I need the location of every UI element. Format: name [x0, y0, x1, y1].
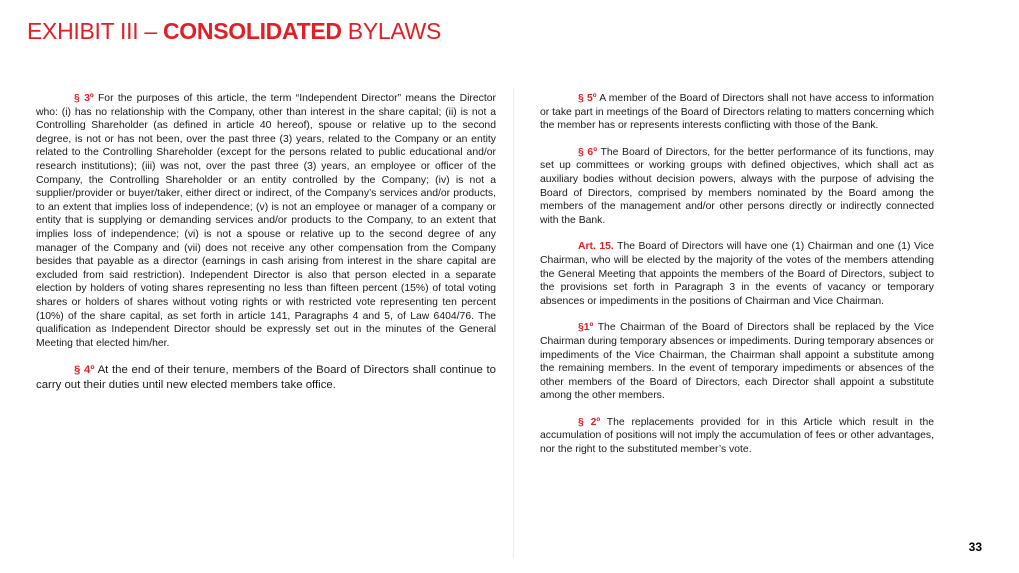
- paragraph-3: [36, 92, 496, 350]
- page-title: [27, 18, 441, 45]
- right-column: [540, 92, 934, 470]
- paragraph-text: At the end of their tenure, members of the Board of Directors shall continue to carry out their duties until new elected members take office.: [36, 364, 496, 392]
- section-marker: § 5º: [578, 93, 597, 104]
- paragraph-1: [540, 321, 934, 403]
- section-marker: § 6º: [578, 146, 598, 158]
- section-marker: § 2º: [578, 416, 601, 428]
- article-marker: Art. 15.: [578, 241, 614, 253]
- paragraph-2: [540, 416, 934, 457]
- paragraph-text: The Board of Directors will have one (1) Chairman and one (1) Vice Chairman, who will be elected by the majority of the votes of the members attending the General Meeting that appoints the members of the Board of Directors, subject to the provisions set forth in Paragraph 3 in the events of vacancy or temporary absences or impediments in the positions of Chairman and Vice Chairman.: [540, 241, 934, 307]
- section-marker: § 3º: [74, 93, 94, 104]
- column-divider: [513, 88, 514, 558]
- section-marker: § 4º: [74, 364, 95, 377]
- title-bold: CONSOLIDATED: [162, 18, 342, 44]
- title-prefix: EXHIBIT III –: [27, 18, 163, 44]
- article-15: [540, 240, 934, 308]
- paragraph-5: [540, 92, 934, 133]
- paragraph-text: The Board of Directors, for the better performance of its functions, may set up committees or working groups with defined objectives, which shall act as auxiliary bodies without decision powers, always with the purpose of advising the Board of Directors, comprised by members nominated by the Board among the members of the management and/or other persons directly or indirectly connected with the Bank.: [540, 146, 935, 226]
- page-number: 33: [968, 540, 982, 554]
- paragraph-text: For the purposes of this article, the term “Independent Director” means the Director who: (i) has no relationship with the Company, other than interest in the share capital; (ii) is not a Controlling Shareholder (as defined in article 40 hereof), spouse or relative up to the second degree, is not or has not been, over the past three (3) years, related to the Company or an entity related to the Controlling Shareholder (except for the persons related to public educational and/or research institutions); (iii) was not, over the past three (3) years, an employee or officer of the Company, the Controlling Shareholder or an entity controlled by the Company; (iv) is not a supplier/provider or buyer/taker, either direct or indirect, of the Company’s services and/or products, to an extent that implies loss of independence; (v) is not an employee or manager of a company or entity that is supplying or demanding services and/or products to the Company, to an extent that implies loss of independence; (vi) is not a spouse or relative up to the second degree of any manager of the Company and (vii) does not receive any other compensation from the Company besides that payable as a director (earnings in cash arising from interest in the share capital are excluded from said restriction). Independent Director is also that person elected in a separate election by holders of voting shares representing no less than fifteen percent (15%) of total voting shares or holders of shares without voting rights or with restricted vote representing ten percent (10%) of the share capital, as set forth in article 141, Paragraphs 4 and 5, of Law 6404/76. The qualification as Independent Director should be expressly set out in the minutes of the General Meeting that elected him/her.: [36, 93, 496, 349]
- paragraph-text: A member of the Board of Directors shall not have access to information or take part in meetings of the Board of Directors relating to matters concerning which the member has or represents interests conflicting with those of the Bank.: [540, 93, 934, 132]
- paragraph-6: [540, 146, 934, 228]
- paragraph-text: The Chairman of the Board of Directors shall be replaced by the Vice Chairman during temporary absences or impediments. During temporary absences or impediments of the Vice Chairman, the Chairman shall appoint a substitute among the remaining members. In the event of temporary impediments or absences of the other members of the Board of Directors, each Director shall appoint a substitute among the other members.: [540, 322, 935, 402]
- title-suffix: BYLAWS: [341, 18, 441, 44]
- section-marker: §1º: [578, 322, 594, 334]
- left-column: [36, 92, 496, 407]
- paragraph-text: The replacements provided for in this Article which result in the accumulation of positions will not imply the accumulation of fees or other advantages, nor the right to the substituted member’s vote.: [540, 416, 935, 456]
- paragraph-4: [36, 363, 496, 393]
